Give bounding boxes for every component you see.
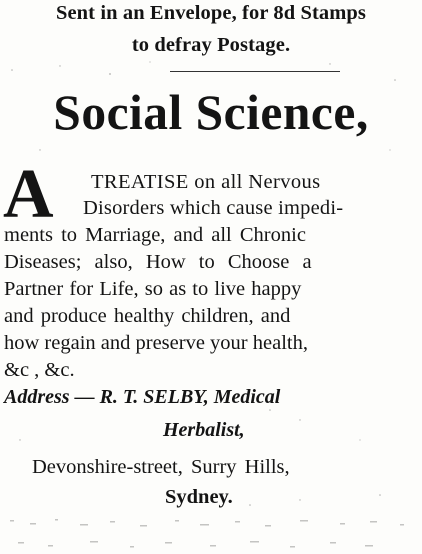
street-address: Devonshire-street, Surry Hills, [32, 456, 290, 478]
divider-rule [170, 71, 340, 72]
header-line-postage: Sent in an Envelope, for 8d Stamps [55, 2, 366, 24]
advert-title: Social Science, [53, 84, 369, 140]
drop-cap: A [3, 156, 54, 233]
header-line-postage-cont: to defray Postage. [131, 34, 291, 56]
body-line: how regain and preserve your health, [4, 332, 308, 354]
body-line: and produce healthy children, and [4, 305, 291, 327]
city-name: Sydney. [165, 486, 233, 508]
body-line: Diseases; also, How to Choose a [4, 251, 312, 273]
body-line: TREATISE on all Nervous [91, 171, 321, 193]
address-line: Address — R. T. SELBY, Medical [4, 386, 281, 408]
body-line: ments to Marriage, and all Chronic [4, 224, 306, 246]
body-line: Partner for Life, so as to live happy [4, 278, 302, 300]
address-continuation: Herbalist, [163, 419, 245, 441]
body-line: Disorders which cause impedi- [83, 197, 344, 219]
body-line: &c , &c. [4, 359, 75, 381]
